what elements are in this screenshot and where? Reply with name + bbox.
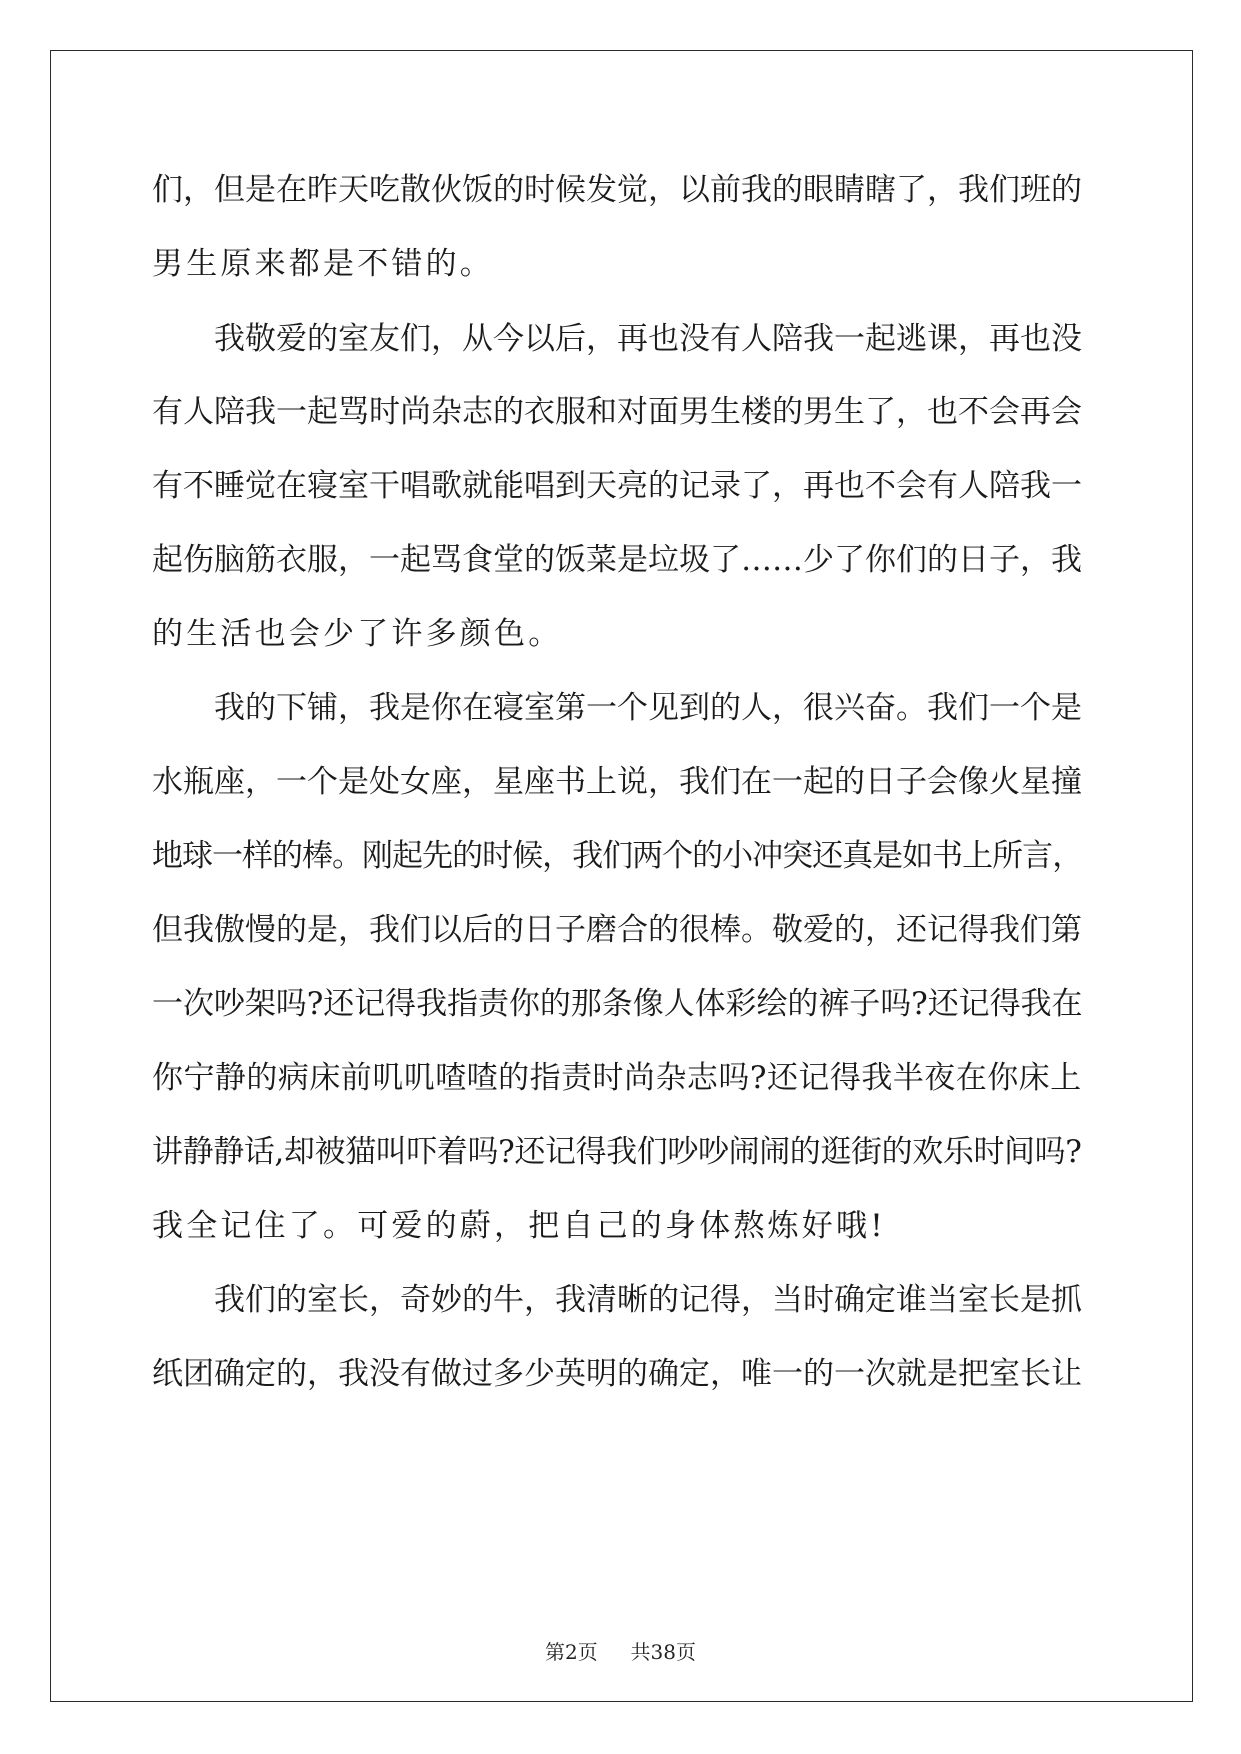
text-line: 你宁静的病床前叽叽喳喳的指责时尚杂志吗?还记得我半夜在你床上 — [152, 1060, 1082, 1096]
page-border — [50, 50, 1193, 1702]
page-number: 第2页 — [545, 1640, 598, 1664]
text-line: 讲静静话,却被猫叫吓着吗?还记得我们吵吵闹闹的逛街的欢乐时间吗? — [152, 1134, 1082, 1170]
text-line: 但我傲慢的是，我们以后的日子磨合的很棒。敬爱的，还记得我们第 — [152, 912, 1082, 948]
page-footer — [0, 1636, 1241, 1665]
text-line: 们，但是在昨天吃散伙饭的时候发觉，以前我的眼睛瞎了，我们班的 — [152, 172, 1082, 208]
text-line: 水瓶座，一个是处女座，星座书上说，我们在一起的日子会像火星撞 — [152, 764, 1082, 800]
text-line: 我敬爱的室友们，从今以后，再也没有人陪我一起逃课，再也没 — [152, 321, 1082, 357]
text-line: 起伤脑筋衣服，一起骂食堂的饭菜是垃圾了……少了你们的日子，我 — [152, 542, 1082, 578]
text-line: 一次吵架吗?还记得我指责你的那条像人体彩绘的裤子吗?还记得我在 — [152, 986, 1083, 1022]
text-line: 我的下铺，我是你在寝室第一个见到的人，很兴奋。我们一个是 — [152, 690, 1082, 726]
text-line: 我们的室长，奇妙的牛，我清晰的记得，当时确定谁当室长是抓 — [152, 1282, 1082, 1318]
text-line: 有人陪我一起骂时尚杂志的衣服和对面男生楼的男生了，也不会再会 — [152, 394, 1082, 430]
text-line: 我全记住了。可爱的蔚，把自己的身体熬炼好哦! — [152, 1208, 886, 1244]
text-line: 纸团确定的，我没有做过多少英明的确定，唯一的一次就是把室长让 — [152, 1356, 1082, 1392]
page-total: 共38页 — [630, 1640, 696, 1664]
footer-spacer — [604, 1640, 624, 1664]
text-line: 男生原来都是不错的。 — [152, 246, 494, 282]
text-line: 有不睡觉在寝室干唱歌就能唱到天亮的记录了，再也不会有人陪我一 — [152, 468, 1082, 504]
text-line: 的生活也会少了许多颜色。 — [152, 616, 563, 652]
text-line: 地球一样的棒。刚起先的时候，我们两个的小冲突还真是如书上所言， — [152, 838, 1083, 874]
